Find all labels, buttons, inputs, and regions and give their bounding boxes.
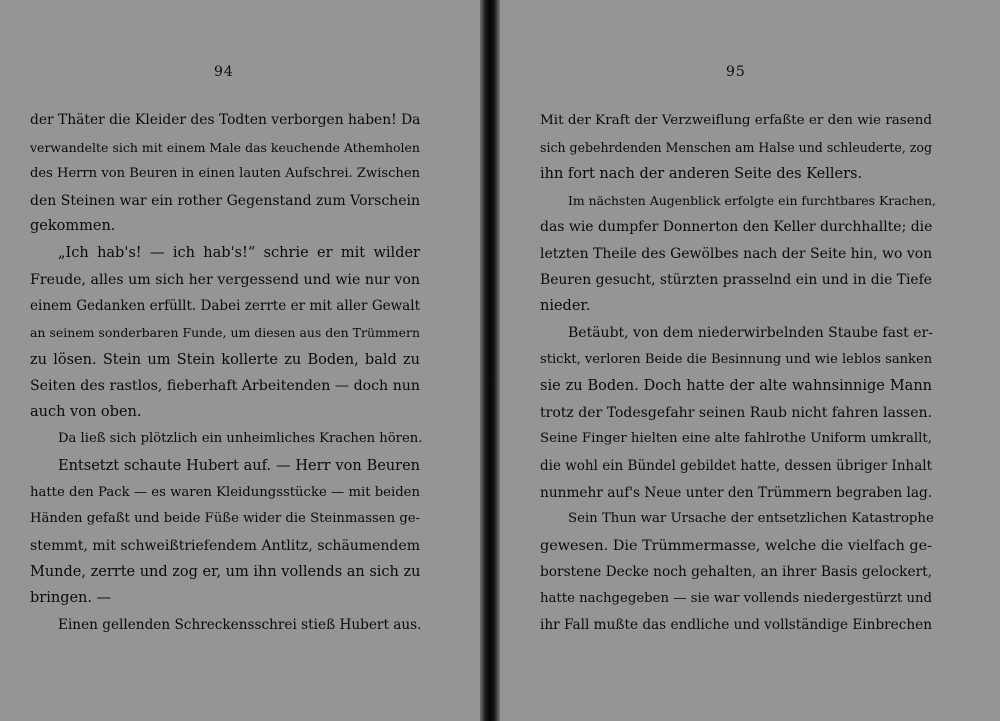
text-line: Einen gellenden Schreckensschrei stieß Hubert aus. xyxy=(58,617,422,633)
text-line: Entsetzt schaute Hubert auf. — Herr von Beuren xyxy=(58,458,420,474)
text-line: letzten Theile des Gewölbes nach der Seite hin, wo von xyxy=(540,246,933,262)
text-line: Mit der Kraft der Verzweiflung erfaßte er den wie rasend xyxy=(540,112,932,128)
text-line: zu lösen. Stein um Stein kollerte zu Boden, bald zu xyxy=(30,352,420,368)
text-line: Munde, zerrte und zog er, um ihn vollends an sich zu xyxy=(30,564,421,580)
page-number-right: 95 xyxy=(726,64,746,80)
text-line: Betäubt, von dem niederwirbelnden Staube fast er- xyxy=(568,325,933,341)
text-line: trotz der Todesgefahr seinen Raub nicht fahren lassen. xyxy=(540,405,932,421)
left-page xyxy=(0,0,480,721)
text-line: das wie dumpfer Donnerton den Keller durchhallte; die xyxy=(540,219,933,235)
text-line: stickt, verloren Beide die Besinnung und wie leblos sanken xyxy=(540,352,933,367)
text-line: hatte nachgegeben — sie war vollends niedergestürzt und xyxy=(540,591,933,606)
text-line: den Steinen war ein rother Gegenstand zum Vorschein xyxy=(30,193,420,209)
text-line: Da ließ sich plötzlich ein unheimliches Krachen hören. xyxy=(58,431,423,446)
text-line: einem Gedanken erfüllt. Dabei zerrte er mit aller Gewalt xyxy=(30,298,420,314)
text-line: ihr Fall mußte das endliche und vollständige Einbrechen xyxy=(540,617,932,633)
text-line: borstene Decke noch gehalten, an ihrer Basis gelockert, xyxy=(540,564,933,580)
text-line: sie zu Boden. Doch hatte der alte wahnsinnige Mann xyxy=(540,378,932,394)
text-line: gewesen. Die Trümmermasse, welche die vielfach ge- xyxy=(540,538,932,554)
text-line: stemmt, mit schweißtriefendem Antlitz, schäumendem xyxy=(30,538,420,554)
text-line: auch von oben. xyxy=(30,404,142,420)
text-line: Seiten des rastlos, fieberhaft Arbeitenden — doch nun xyxy=(30,378,420,394)
text-line: Sein Thun war Ursache der entsetzlichen Katastrophe xyxy=(568,511,934,526)
text-line: des Herrn von Beuren in einen lauten Aufschrei. Zwischen xyxy=(30,166,420,181)
page-number-left: 94 xyxy=(214,64,234,80)
text-line: Freude, alles um sich her vergessend und wie nur von xyxy=(30,272,420,288)
text-line: der Thäter die Kleider des Todten verborgen haben! Da xyxy=(30,112,421,128)
text-line: ihn fort nach der anderen Seite des Kellers. xyxy=(540,166,863,182)
text-line: an seinem sonderbaren Funde, um diesen aus den Trümmern xyxy=(30,325,420,340)
text-line: nunmehr auf's Neue unter den Trümmern begraben lag. xyxy=(540,485,933,501)
text-line: Händen gefaßt und beide Füße wider die Steinmassen ge- xyxy=(30,511,420,526)
text-line: nieder. xyxy=(540,298,591,314)
text-line: Beuren gesucht, stürzten prasselnd ein und in die Tiefe xyxy=(540,272,932,288)
right-page xyxy=(500,0,1000,721)
text-line: Seine Finger hielten eine alte fahlrothe Uniform umkrallt, xyxy=(540,431,932,446)
text-line: bringen. — xyxy=(30,590,112,606)
text-line: hatte den Pack — es waren Kleidungsstücke — mit beiden xyxy=(30,485,420,500)
text-line: Im nächsten Augenblick erfolgte ein furchtbares Krachen, xyxy=(568,193,936,208)
book-gutter xyxy=(480,0,500,721)
text-line: „Ich hab's! — ich hab's!“ schrie er mit wilder xyxy=(58,245,420,261)
text-line: sich gebehrdenden Menschen am Halse und schleuderte, zog xyxy=(540,140,932,155)
text-line: verwandelte sich mit einem Male das keuchende Athemholen xyxy=(30,140,420,155)
text-line: gekommen. xyxy=(30,218,116,234)
text-line: die wohl ein Bündel gebildet hatte, dessen übriger Inhalt xyxy=(540,458,932,474)
